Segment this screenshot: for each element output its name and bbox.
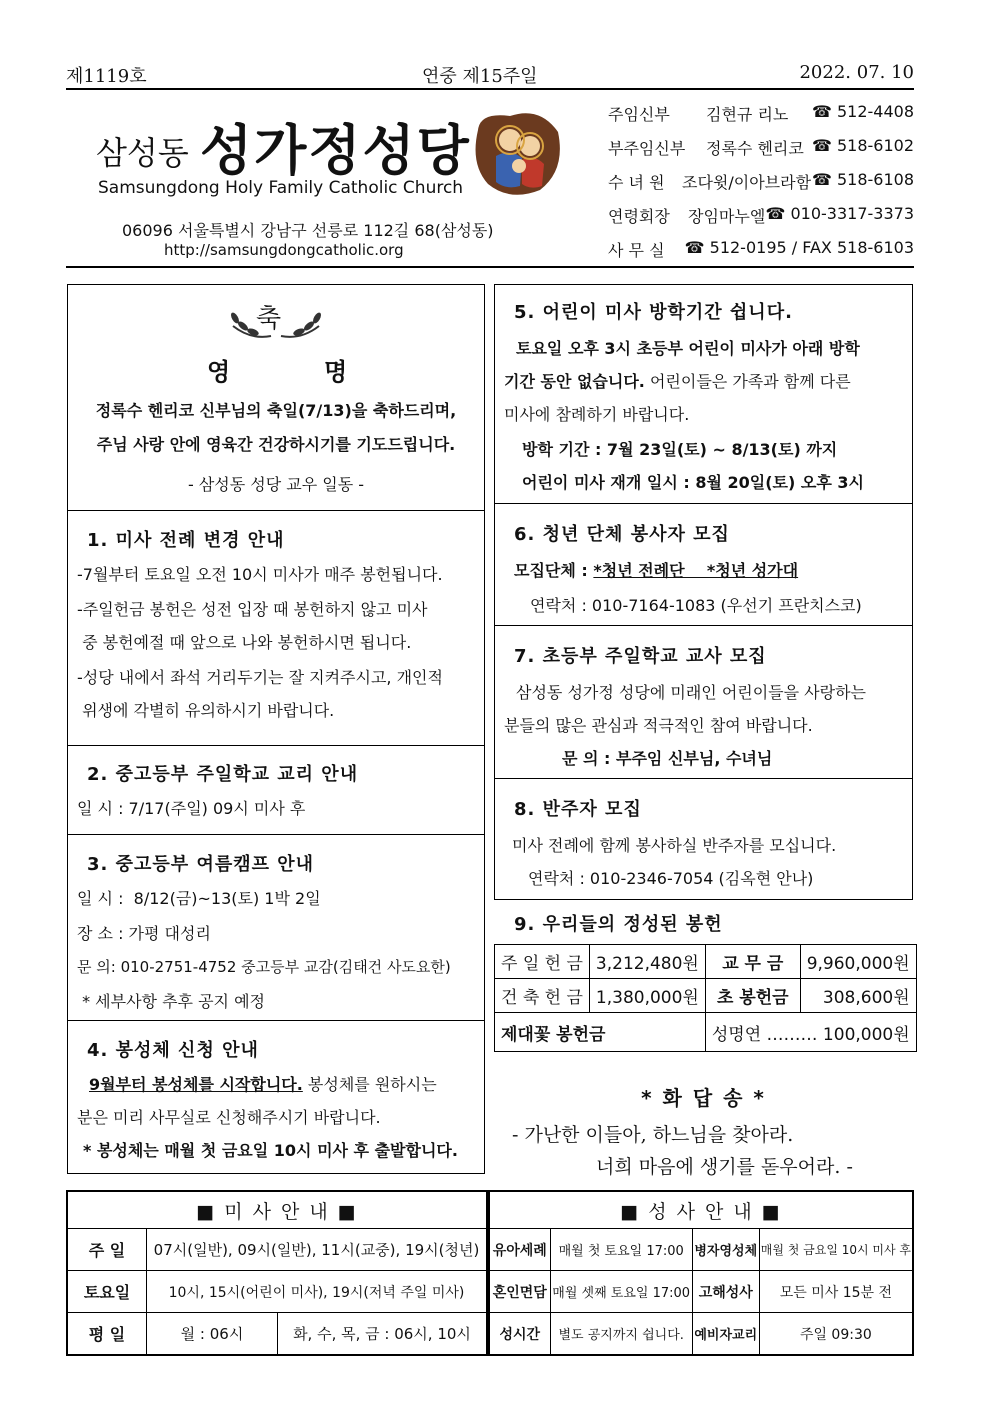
- offering-amount: 1,380,000원: [589, 979, 705, 1013]
- sacrament-time: 매월 첫 토요일 17:00: [550, 1229, 692, 1271]
- section-line: 분들의 많은 관심과 적극적인 참여 바랍니다.: [504, 716, 813, 735]
- sacrament-schedule-title: ■ 성 사 안 내 ■: [489, 1191, 913, 1229]
- section-line: -주일헌금 봉헌은 성전 입장 때 봉헌하지 않고 미사: [77, 600, 428, 619]
- staff-role: 주임신부: [608, 105, 670, 124]
- section-heading: 6. 청년 단체 봉사자 모집: [514, 524, 730, 545]
- divider: [494, 625, 913, 626]
- mass-day: 평 일: [67, 1313, 147, 1356]
- responsorial-psalm-title: * 화 답 송 *: [641, 1086, 766, 1110]
- plain-text: 어린이들은 가족과 함께 다른: [644, 372, 851, 391]
- mass-schedule-title: ■ 미 사 안 내 ■: [67, 1191, 487, 1229]
- section-line: 미사에 참례하기 바랍니다.: [504, 405, 690, 424]
- section-heading: 4. 봉성체 신청 안내: [87, 1040, 259, 1061]
- celebration-title: 축: [256, 304, 282, 334]
- section-heading: 7. 초등부 주일학교 교사 모집: [514, 646, 767, 667]
- issue-number: 제1119호: [66, 66, 147, 87]
- section-heading: 1. 미사 전례 변경 안내: [87, 530, 285, 551]
- issue-date: 2022. 07. 10: [799, 62, 914, 83]
- table-row: [495, 1013, 917, 1052]
- section-line: 연락처 : 010-7164-1083 (우선기 프란치스코): [530, 596, 862, 615]
- section-line: 어린이 미사 재개 일시 : 8월 20일(토) 오후 3시: [522, 473, 864, 492]
- celebration-title-left: 영: [207, 357, 231, 386]
- staff-role: 부주임신부: [608, 139, 686, 158]
- bold-text: 기간 동안 없습니다.: [504, 372, 645, 391]
- staff-phone: ☎ 010-3317-3373: [765, 204, 914, 223]
- top-rule: [66, 88, 914, 90]
- divider: [67, 510, 485, 511]
- table-row: [489, 1191, 913, 1229]
- table-row: [495, 945, 917, 979]
- offering-label: 교 무 금: [705, 945, 800, 979]
- mass-times: 10시, 15시(어린이 미사), 19시(저녁 주일 미사): [147, 1271, 488, 1313]
- section-line: -7월부터 토요일 오전 10시 미사가 매주 봉헌됩니다.: [77, 565, 443, 584]
- table-row: [489, 1229, 913, 1271]
- section-line: 방학 기간 : 7월 23일(토) ~ 8/13(토) 까지: [522, 440, 838, 459]
- table-row: [489, 1271, 913, 1313]
- mass-day: 토요일: [67, 1271, 147, 1313]
- staff-role: 수 녀 원: [608, 173, 665, 192]
- staff-name: 조다윗/이아브라함: [682, 173, 812, 192]
- sacrament-time: 매월 셋째 토요일 17:00: [550, 1271, 692, 1313]
- offering-heading: 9. 우리들의 정성된 봉헌: [514, 914, 723, 935]
- church-address: 06096 서울특별시 강남구 선릉로 112길 68(삼성동): [122, 221, 494, 240]
- offering-label: 건 축 헌 금: [495, 979, 590, 1013]
- sacrament-time: 모든 미사 15분 전: [759, 1271, 913, 1313]
- section-line: 문 의: 010-2751-4752 중고등부 교감(김태건 사도요한): [77, 958, 451, 976]
- sacrament-schedule-table: [488, 1190, 914, 1356]
- recruit-label: 모집단체 :: [514, 561, 594, 580]
- divider: [494, 503, 913, 504]
- holy-family-logo-icon: [470, 110, 566, 198]
- section-line: [77, 1072, 475, 1095]
- divider: [67, 834, 485, 835]
- offering-amount: 3,212,480원: [589, 945, 705, 979]
- section-heading: 2. 중고등부 주일학교 교리 안내: [87, 764, 359, 785]
- table-row: [67, 1229, 487, 1271]
- section-summer-camp: [67, 850, 485, 1012]
- section-youth-volunteers: [494, 520, 913, 616]
- staff-phone: ☎ 512-0195 / FAX 518-6103: [684, 238, 914, 257]
- section-line: 일 시 : 8/12(금)~13(토) 1박 2일: [77, 889, 321, 908]
- section-children-mass-break: [494, 298, 913, 493]
- table-row: [489, 1313, 913, 1356]
- section-line: 장 소 : 가평 대성리: [77, 924, 211, 943]
- offering-label: 주 일 헌 금: [495, 945, 590, 979]
- celebration-title-right: 명: [324, 357, 348, 386]
- church-url[interactable]: http://samsungdongcatholic.org: [164, 241, 404, 259]
- section-sunday-school-teachers: [494, 642, 913, 769]
- section-heading: 5. 어린이 미사 방학기간 쉽니다.: [514, 302, 793, 323]
- sacrament-label: 유아세례: [489, 1229, 550, 1271]
- sacrament-label: 성시간: [489, 1313, 550, 1356]
- church-name: 성가정성당: [200, 118, 471, 182]
- section-line: [504, 369, 903, 392]
- responsorial-psalm-line: - 가난한 이들아, 하느님을 찾아라.: [512, 1124, 794, 1146]
- section-youth-catechism: [67, 760, 485, 819]
- section-line: 문 의 : 부주임 신부님, 수녀님: [562, 749, 773, 768]
- section-line: 삼성동 성가정 성당에 미래인 어린이들을 사랑하는: [516, 683, 867, 702]
- sacrament-time: 별도 공지까지 쉽니다.: [550, 1313, 692, 1356]
- recruit-groups: *청년 전례단 *청년 성가대: [593, 561, 799, 580]
- divider: [494, 778, 913, 779]
- staff-role: 사 무 실: [608, 241, 665, 260]
- mass-times: 화, 수, 목, 금 : 06시, 10시: [278, 1313, 488, 1356]
- divider: [67, 745, 485, 746]
- sacrament-label: 혼인면담: [489, 1271, 550, 1313]
- section-heading: 3. 중고등부 여름캠프 안내: [87, 854, 315, 875]
- lead-rest: 봉성체를 원하시는: [302, 1075, 437, 1094]
- table-row: [67, 1271, 487, 1313]
- responsorial-psalm-line: 너희 마음에 생기를 돋우어라. -: [596, 1156, 853, 1178]
- section-line: * 세부사항 추후 공지 예정: [77, 992, 265, 1011]
- mass-day: 주 일: [67, 1229, 147, 1271]
- mass-times: 월 : 06시: [147, 1313, 278, 1356]
- liturgical-week: 연중 제15주일: [422, 66, 538, 87]
- section-line: [504, 558, 903, 581]
- flower-offering-label: 제대꽃 봉헌금: [495, 1013, 706, 1052]
- header-rule: [66, 266, 914, 268]
- section-line: 미사 전례에 함께 봉사하실 반주자를 모십니다.: [512, 836, 837, 855]
- section-accompanist: [494, 795, 913, 889]
- section-line: 중 봉헌예절 때 앞으로 나와 봉헌하시면 됩니다.: [77, 633, 412, 652]
- celebration-line: 주님 사랑 안에 영육간 건강하시기를 기도드립니다.: [96, 435, 456, 454]
- section-communion-for-sick: [67, 1036, 485, 1161]
- celebration-signature: - 삼성동 성당 교우 일동 -: [187, 475, 365, 494]
- divider: [67, 1020, 485, 1021]
- section-line: -성당 내에서 좌석 거리두기는 잘 지켜주시고, 개인적: [77, 668, 443, 687]
- section-line: 일 시 : 7/17(주일) 09시 미사 후: [77, 799, 306, 818]
- section-line: 분은 미리 사무실로 신청해주시기 바랍니다.: [77, 1108, 381, 1127]
- section-line: * 봉성체는 매월 첫 금요일 10시 미사 후 출발합니다.: [83, 1141, 458, 1160]
- table-row: [495, 979, 917, 1013]
- sacrament-time: 주일 09:30: [759, 1313, 913, 1356]
- offering-amount: 308,600원: [800, 979, 916, 1013]
- sacrament-label: 고해성사: [692, 1271, 759, 1313]
- church-english-name: Samsungdong Holy Family Catholic Church: [98, 178, 464, 198]
- flower-offering-value: 성명연 ……… 100,000원: [705, 1013, 916, 1052]
- section-line: 위생에 각별히 유의하시기 바랍니다.: [77, 701, 335, 720]
- offering-label: 초 봉헌금: [705, 979, 800, 1013]
- underlined-lead: 9월부터 봉성체를 시작합니다.: [89, 1075, 303, 1094]
- staff-role: 연령회장: [608, 207, 670, 226]
- mass-schedule-table: [66, 1190, 488, 1356]
- section-mass-liturgy-change: [67, 526, 485, 721]
- celebration-line: 정록수 헨리코 신부님의 축일(7/13)을 축하드리며,: [95, 401, 457, 420]
- staff-name: 장임마누엘: [688, 207, 766, 226]
- sacrament-label: 예비자교리: [692, 1313, 759, 1356]
- staff-name: 김현규 리노: [706, 105, 789, 124]
- staff-name: 정록수 헨리코: [706, 139, 804, 158]
- section-line: 토요일 오후 3시 초등부 어린이 미사가 아래 방학: [516, 339, 860, 358]
- table-row: [67, 1191, 487, 1229]
- church-place: 삼성동: [96, 134, 189, 172]
- staff-phone: ☎ 512-4408: [811, 102, 914, 121]
- section-heading: 8. 반주자 모집: [514, 799, 642, 820]
- offering-table: [494, 944, 917, 1052]
- table-row: [67, 1313, 487, 1356]
- section-line: 연락처 : 010-2346-7054 (김옥현 안나): [528, 869, 814, 888]
- sacrament-label: 병자영성체: [692, 1229, 759, 1271]
- staff-phone: ☎ 518-6102: [811, 136, 914, 155]
- staff-phone: ☎ 518-6108: [811, 170, 914, 189]
- sacrament-time: 매월 첫 금요일 10시 미사 후: [759, 1229, 913, 1271]
- offering-amount: 9,960,000원: [800, 945, 916, 979]
- mass-times: 07시(일반), 09시(일반), 11시(교중), 19시(청년): [147, 1229, 488, 1271]
